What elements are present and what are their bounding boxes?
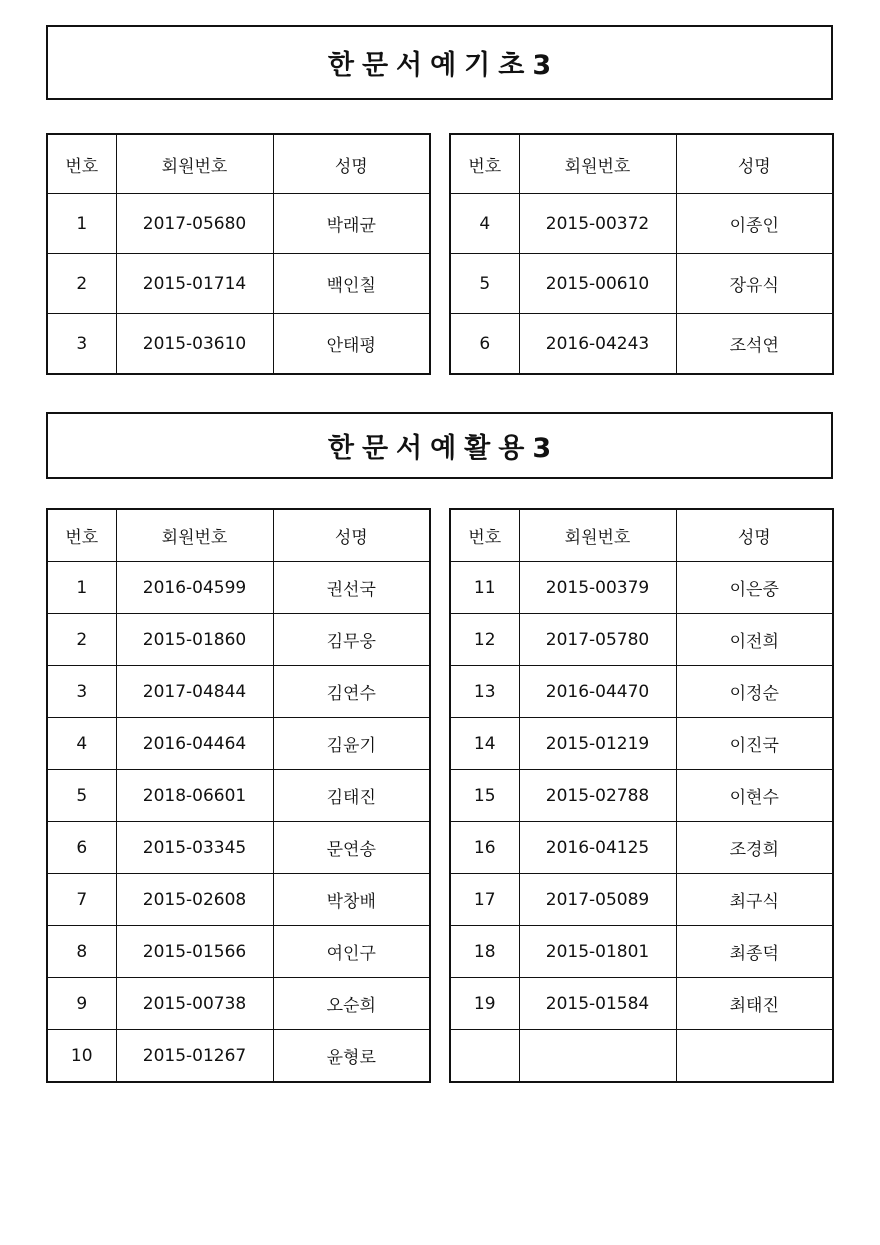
cell-number: 13 [450, 666, 519, 718]
cell-number [450, 1030, 519, 1083]
table-row [450, 770, 833, 822]
cell-name: 최태진 [676, 978, 833, 1030]
table-row [47, 666, 430, 718]
cell-member-id: 2015-02608 [116, 874, 273, 926]
table-row [47, 978, 430, 1030]
applied-roster-table-left [46, 508, 431, 1083]
cell-name: 박창배 [273, 874, 430, 926]
cell-member-id: 2016-04464 [116, 718, 273, 770]
cell-name: 김연수 [273, 666, 430, 718]
cell-number: 8 [47, 926, 116, 978]
cell-member-id: 2015-01860 [116, 614, 273, 666]
cell-number: 19 [450, 978, 519, 1030]
applied-roster-table-right [449, 508, 834, 1083]
table-header-row [47, 134, 430, 194]
cell-number: 10 [47, 1030, 116, 1083]
cell-number: 1 [47, 562, 116, 614]
cell-name: 조석연 [676, 314, 833, 375]
cell-number: 18 [450, 926, 519, 978]
cell-number: 17 [450, 874, 519, 926]
table-row [47, 562, 430, 614]
section-title-applied [46, 412, 833, 479]
header-number: 번호 [47, 509, 116, 562]
cell-name: 최구식 [676, 874, 833, 926]
cell-name: 권선국 [273, 562, 430, 614]
cell-member-id: 2015-00372 [519, 194, 676, 254]
basic-roster-table-right [449, 133, 834, 375]
table-row [47, 314, 430, 375]
header-number: 번호 [450, 134, 519, 194]
table-header-row [450, 509, 833, 562]
cell-member-id: 2015-02788 [519, 770, 676, 822]
cell-member-id: 2016-04470 [519, 666, 676, 718]
cell-member-id: 2016-04599 [116, 562, 273, 614]
table-row [47, 254, 430, 314]
cell-name: 이종인 [676, 194, 833, 254]
cell-name: 김태진 [273, 770, 430, 822]
cell-name: 윤형로 [273, 1030, 430, 1083]
header-number: 번호 [450, 509, 519, 562]
header-number: 번호 [47, 134, 116, 194]
section-title-basic [46, 25, 833, 100]
cell-member-id: 2015-00379 [519, 562, 676, 614]
cell-member-id: 2017-05680 [116, 194, 273, 254]
cell-member-id: 2015-00610 [519, 254, 676, 314]
cell-number: 1 [47, 194, 116, 254]
cell-name: 이은중 [676, 562, 833, 614]
table-row [47, 874, 430, 926]
cell-name: 여인구 [273, 926, 430, 978]
table-header-row [450, 134, 833, 194]
cell-number: 9 [47, 978, 116, 1030]
cell-name: 안태평 [273, 314, 430, 375]
cell-number: 5 [47, 770, 116, 822]
cell-name: 이현수 [676, 770, 833, 822]
cell-number: 3 [47, 666, 116, 718]
cell-member-id: 2017-05780 [519, 614, 676, 666]
table-row [450, 314, 833, 375]
cell-member-id: 2015-00738 [116, 978, 273, 1030]
cell-number: 3 [47, 314, 116, 375]
cell-number: 6 [47, 822, 116, 874]
cell-name: 박래균 [273, 194, 430, 254]
table-row [450, 926, 833, 978]
header-name: 성명 [676, 134, 833, 194]
table-row [450, 874, 833, 926]
section-title-applied-text: 한문서예활용3 [327, 433, 560, 464]
cell-name: 이정순 [676, 666, 833, 718]
table-row [450, 978, 833, 1030]
table-row [47, 718, 430, 770]
header-member-id: 회원번호 [519, 509, 676, 562]
cell-member-id: 2015-01219 [519, 718, 676, 770]
cell-name: 문연송 [273, 822, 430, 874]
cell-member-id: 2015-03610 [116, 314, 273, 375]
cell-name: 이전희 [676, 614, 833, 666]
cell-name: 김무웅 [273, 614, 430, 666]
cell-number: 2 [47, 254, 116, 314]
cell-number: 4 [47, 718, 116, 770]
cell-member-id: 2015-01267 [116, 1030, 273, 1083]
header-name: 성명 [676, 509, 833, 562]
header-member-id: 회원번호 [519, 134, 676, 194]
cell-number: 15 [450, 770, 519, 822]
table-row [47, 926, 430, 978]
section-title-basic-text: 한문서예기초3 [327, 50, 560, 81]
cell-name: 장유식 [676, 254, 833, 314]
table-row [47, 770, 430, 822]
table-row [450, 254, 833, 314]
table-header-row [47, 509, 430, 562]
table-row [450, 194, 833, 254]
table-row [47, 1030, 430, 1083]
cell-member-id: 2018-06601 [116, 770, 273, 822]
cell-member-id: 2017-04844 [116, 666, 273, 718]
cell-number: 12 [450, 614, 519, 666]
cell-number: 11 [450, 562, 519, 614]
basic-roster-table-left [46, 133, 431, 375]
header-name: 성명 [273, 134, 430, 194]
cell-name [676, 1030, 833, 1083]
cell-member-id: 2015-01584 [519, 978, 676, 1030]
header-member-id: 회원번호 [116, 134, 273, 194]
cell-number: 2 [47, 614, 116, 666]
cell-number: 4 [450, 194, 519, 254]
cell-member-id: 2015-01566 [116, 926, 273, 978]
cell-name: 조경희 [676, 822, 833, 874]
cell-member-id: 2016-04125 [519, 822, 676, 874]
header-member-id: 회원번호 [116, 509, 273, 562]
table-row [47, 822, 430, 874]
cell-name: 김윤기 [273, 718, 430, 770]
table-row [450, 718, 833, 770]
cell-member-id: 2015-03345 [116, 822, 273, 874]
table-row [450, 562, 833, 614]
cell-member-id: 2015-01714 [116, 254, 273, 314]
cell-name: 백인칠 [273, 254, 430, 314]
cell-member-id: 2016-04243 [519, 314, 676, 375]
cell-number: 16 [450, 822, 519, 874]
table-row [450, 614, 833, 666]
cell-number: 7 [47, 874, 116, 926]
table-row [47, 614, 430, 666]
cell-name: 최종덕 [676, 926, 833, 978]
cell-member-id [519, 1030, 676, 1083]
cell-name: 오순희 [273, 978, 430, 1030]
cell-number: 6 [450, 314, 519, 375]
cell-name: 이진국 [676, 718, 833, 770]
table-row [450, 822, 833, 874]
table-row [450, 666, 833, 718]
cell-number: 14 [450, 718, 519, 770]
header-name: 성명 [273, 509, 430, 562]
cell-number: 5 [450, 254, 519, 314]
table-row [450, 1030, 833, 1083]
table-row [47, 194, 430, 254]
cell-member-id: 2017-05089 [519, 874, 676, 926]
cell-member-id: 2015-01801 [519, 926, 676, 978]
